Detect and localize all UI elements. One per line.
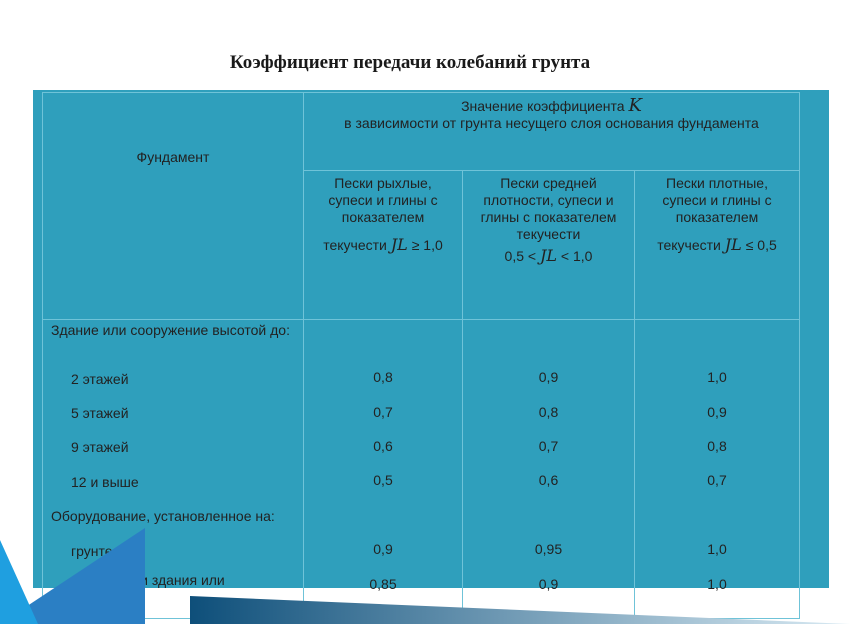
table-cell: 0,5 [373,472,393,489]
table-cell: 0,9 [373,541,393,558]
table-row-label: 2 этажей [71,370,129,387]
table-cell: 0,8 [538,403,559,420]
table-row-label: 12 и выше [71,473,139,490]
group-label-buildings: Здание или сооружение высотой до: [51,322,290,338]
table-cell: 0,8 [373,369,393,386]
table-cell: 1,0 [707,369,727,386]
table-cell: 1,0 [707,541,727,558]
slide-title: Коэффициент передачи колебаний грунта [229,52,591,73]
coef-symbol: K [628,95,642,116]
table-row-label: перекрытии здания или сооружения [51,572,225,606]
header-medium-sands: Пески средней плотности, супеси и глины с показателем текучести 0,5 < JL < 1,0 [463,170,635,319]
table-cell: 0,9 [538,369,559,386]
table-cell: 0,6 [538,472,559,489]
header-coefficient: Значение коэффициента K в зависимости от грунта несущего слоя основания фундамента [304,93,800,171]
header-loose-sands: Пески рыхлые, супеси и глины с показателем текучести JL ≥ 1,0 [304,170,463,319]
table-cell: 0,7 [373,403,393,420]
header-foundation: Фундамент [43,93,304,320]
group-label-equipment: Оборудование, установленное на: [51,508,275,525]
corner-decoration-accent [0,540,38,624]
table-cell: 0,6 [373,437,393,454]
table-row-label: 5 этажей [71,405,129,422]
col-medium-values [463,320,635,619]
jl-symbol: JL [390,234,408,254]
col-dense-values [635,320,800,619]
table-cell: 0,9 [707,403,727,420]
header-dense-sands: Пески плотные, супеси и глины с показателем текучести JL ≤ 0,5 [635,170,800,319]
table-cell: 0,7 [707,472,727,489]
table-cell: 0,7 [538,437,559,454]
table-cell: 1,0 [707,575,727,592]
table-row-label: грунте [71,542,113,559]
col-loose-values [304,320,463,619]
table-cell: 0,85 [369,575,397,592]
jl-symbol: JL [724,234,742,254]
table-row-label: 9 этажей [71,439,129,456]
table-cell: 0,8 [707,437,727,454]
table-cell: 0,95 [534,541,563,558]
table-cell: 0,9 [538,575,559,592]
coefficient-table [42,92,800,619]
jl-symbol: JL [539,245,558,265]
